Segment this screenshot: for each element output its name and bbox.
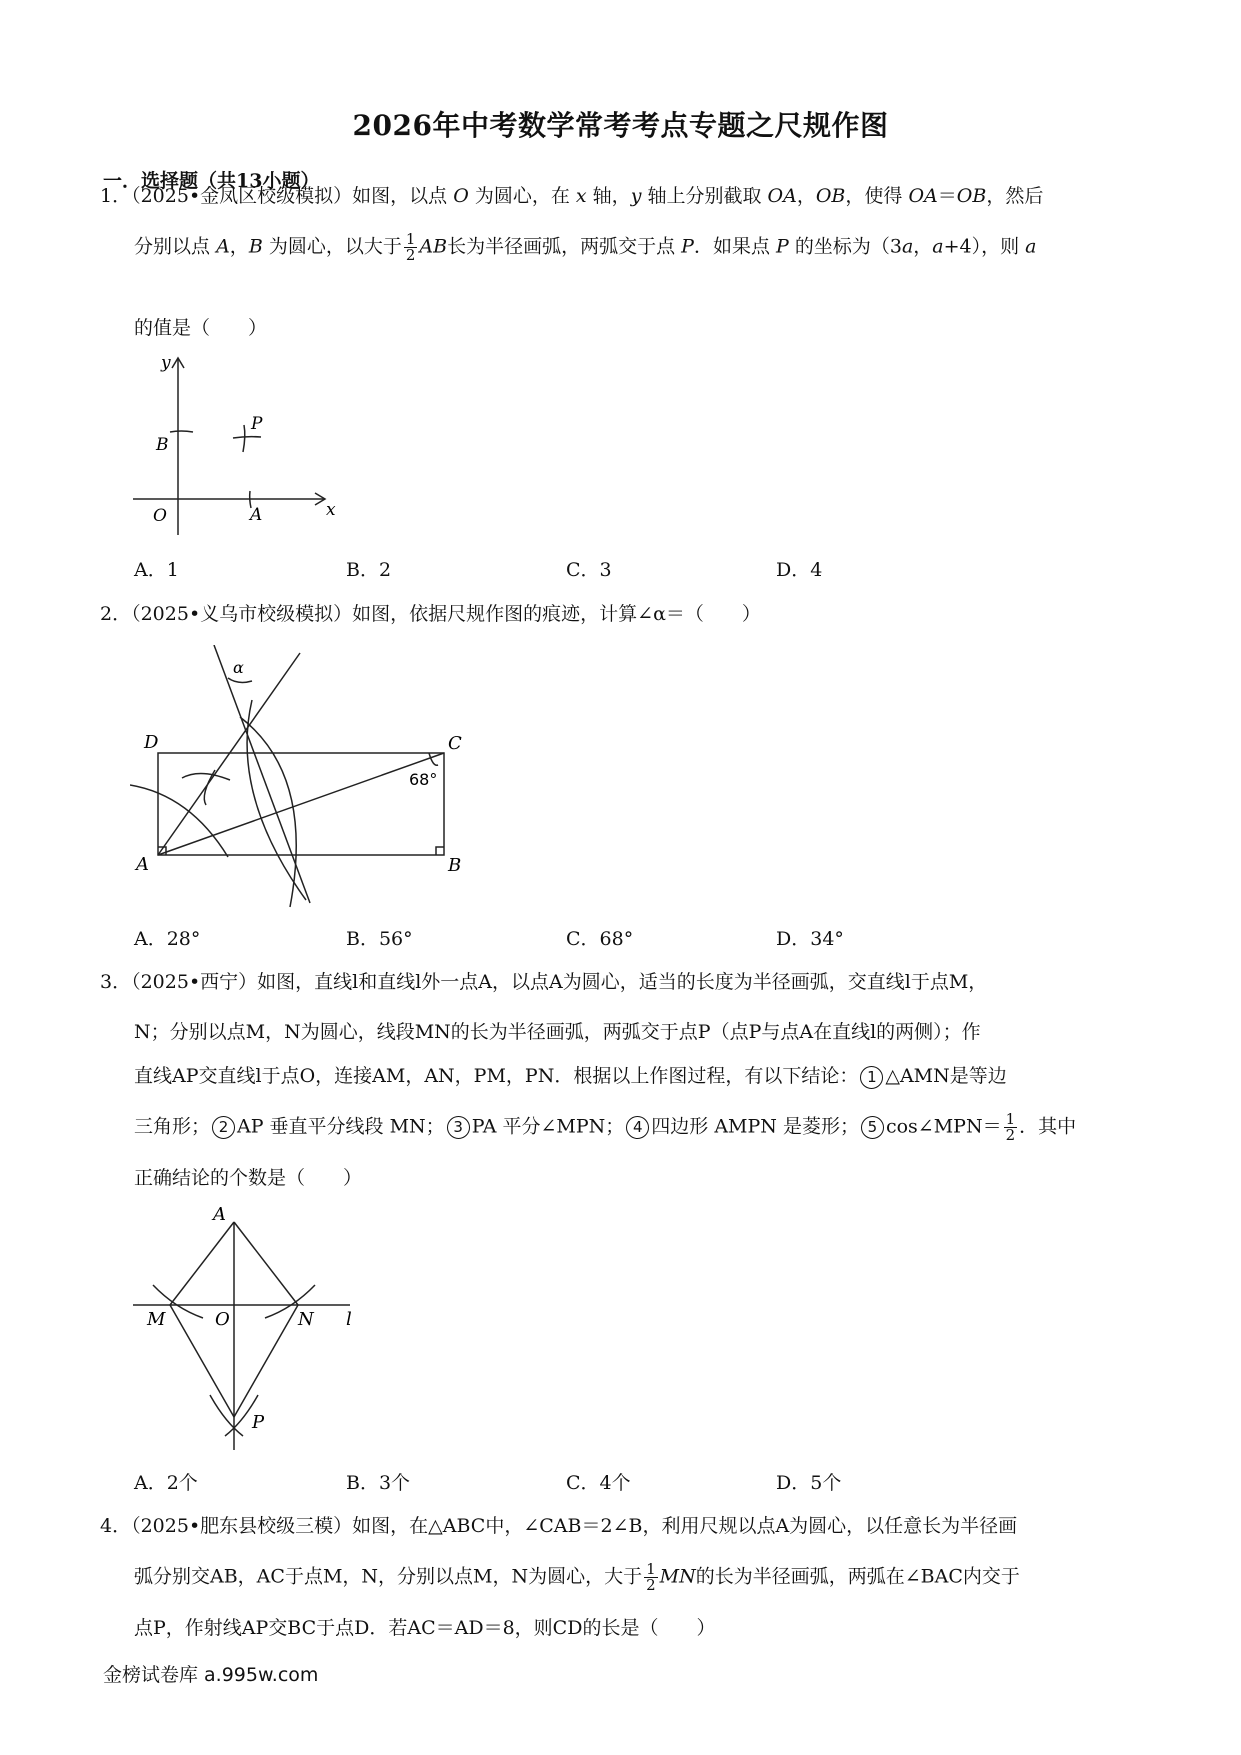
arc-mark-p-2	[243, 425, 245, 452]
q1-option-c[interactable]: C．3	[566, 559, 612, 581]
q1-line-2: 分别以点 A，B 为圆心，以大于 $\frac{1}{2}$ AB长为半径画弧，两弧交于点 P．如果点 P 的坐标为（3a，a+4），则 a	[134, 230, 1037, 264]
q1-line-3: 的值是（ ）	[134, 317, 268, 339]
segment-am	[170, 1222, 234, 1305]
label-n: N	[298, 1309, 314, 1330]
q2-option-a[interactable]: A．28°	[134, 928, 201, 950]
fraction-half: $\frac{1}{2}$	[405, 230, 416, 264]
q4-line-2: 弧分别交AB，AC于点M，N，分别以点M，N为圆心，大于 $\frac{1}{2}$ MN的长为半径画弧，两弧在∠BAC内交于	[134, 1560, 1020, 1594]
arc-mark-b	[170, 431, 193, 432]
q3-line-4: 三角形； 2 AP 垂直平分线段 MN； 3 PA 平分∠MPN； 4 四边形 AMPN 是菱形； 5 cos∠MPN＝ $\frac{1}{2}$ ．其中	[134, 1110, 1077, 1144]
q2-figure	[130, 645, 475, 910]
label-b: B	[448, 855, 462, 876]
circled-5: 5	[861, 1116, 884, 1139]
q2-source: （2025•义乌市校级模拟）	[131, 603, 353, 625]
label-y: y	[161, 353, 171, 373]
q3-source: （2025•西宁）	[131, 971, 258, 993]
q3-option-c[interactable]: C．4个	[566, 1472, 631, 1494]
arc-bisector-1	[130, 785, 228, 857]
q1-option-b[interactable]: B．2	[346, 559, 392, 581]
q4-source: （2025•肥东县校级三模）	[131, 1515, 353, 1537]
label-a: A	[136, 854, 149, 875]
q3-number: 3．	[100, 971, 132, 993]
q1-figure	[125, 350, 340, 535]
diagonal-ac	[158, 753, 444, 855]
q1-source: （2025•金凤区校级模拟）	[131, 185, 353, 207]
q3-line-2: N；分别以点M，N为圆心，线段MN的长为半径画弧，两弧交于点P（点P与点A在直线l的两侧）；作	[134, 1021, 981, 1043]
q1-number: 1．	[100, 185, 132, 207]
q1-option-d[interactable]: D．4	[776, 559, 823, 581]
q3-option-b[interactable]: B．3个	[346, 1472, 411, 1494]
q1-option-a[interactable]: A．1	[134, 559, 179, 581]
q2-option-c[interactable]: C．68°	[566, 928, 634, 950]
label-o: O	[153, 506, 167, 526]
arc-bisector-2	[182, 773, 230, 780]
label-m: M	[147, 1309, 166, 1330]
arc-small-alpha	[228, 678, 252, 682]
label-x: x	[326, 500, 336, 520]
q4-number: 4．	[100, 1515, 132, 1537]
label-d: D	[144, 732, 159, 753]
fraction-half: $\frac{1}{2}$	[646, 1560, 656, 1594]
circled-4: 4	[626, 1116, 649, 1139]
q2-number: 2．	[100, 603, 132, 625]
arc-mark-p-1	[233, 437, 261, 438]
page-title: 2026年中考数学常考考点专题之尺规作图	[352, 109, 889, 142]
q3-figure	[125, 1200, 370, 1455]
q2-line-1: 2．（2025•义乌市校级模拟）如图，依据尺规作图的痕迹，计算∠α＝（ ）	[100, 603, 761, 625]
label-p: P	[251, 414, 263, 434]
arc-p-1	[210, 1395, 243, 1436]
q3-line-1: 3．（2025•西宁）如图，直线l和直线l外一点A，以点A为圆心，适当的长度为半径画弧，交直线l于点M，	[100, 971, 988, 993]
q3-option-d[interactable]: D．5个	[776, 1472, 842, 1494]
footer-watermark: 金榜试卷库 a.995w.com	[103, 1664, 319, 1686]
q1-line-1: 1．（2025•金凤区校级模拟）如图，以点 O 为圆心，在 x 轴，y 轴上分别截取 OA，OB，使得 OA＝OB，然后	[100, 185, 1044, 207]
q3-option-a[interactable]: A．2个	[134, 1472, 198, 1494]
circled-3: 3	[447, 1116, 470, 1139]
label-b: B	[156, 435, 169, 455]
label-l: l	[346, 1309, 352, 1330]
label-68-degrees: 68°	[409, 770, 438, 789]
fraction-half: $\frac{1}{2}$	[1005, 1110, 1016, 1144]
circled-2: 2	[212, 1116, 235, 1139]
section-heading: 一．选择题（共13小题）	[103, 170, 320, 192]
arc-big-1	[240, 717, 296, 907]
q4-line-3: 点P，作射线AP交BC于点D．若AC＝AD＝8，则CD的长是（ ）	[134, 1617, 716, 1639]
segment-pn	[234, 1305, 298, 1417]
q2-option-d[interactable]: D．34°	[776, 928, 844, 950]
label-alpha: α	[233, 658, 244, 677]
q3-line-5: 正确结论的个数是（ ）	[134, 1167, 363, 1189]
q3-line-3: 直线AP交直线l于点O，连接AM，AN，PM，PN．根据以上作图过程，有以下结论： 1 △AMN是等边	[134, 1065, 1007, 1087]
q4-line-1: 4．（2025•肥东县校级三模）如图，在△ABC中，∠CAB＝2∠B，利用尺规以点A为圆心，以任意长为半径画	[100, 1515, 1018, 1537]
label-a: A	[213, 1204, 226, 1225]
circled-1: 1	[860, 1066, 883, 1089]
segment-an	[234, 1222, 298, 1305]
label-a: A	[250, 505, 263, 525]
label-c: C	[448, 733, 462, 754]
q2-option-b[interactable]: B．56°	[346, 928, 413, 950]
right-angle-b	[436, 847, 444, 855]
label-o: O	[215, 1309, 230, 1330]
label-p: P	[252, 1412, 265, 1433]
